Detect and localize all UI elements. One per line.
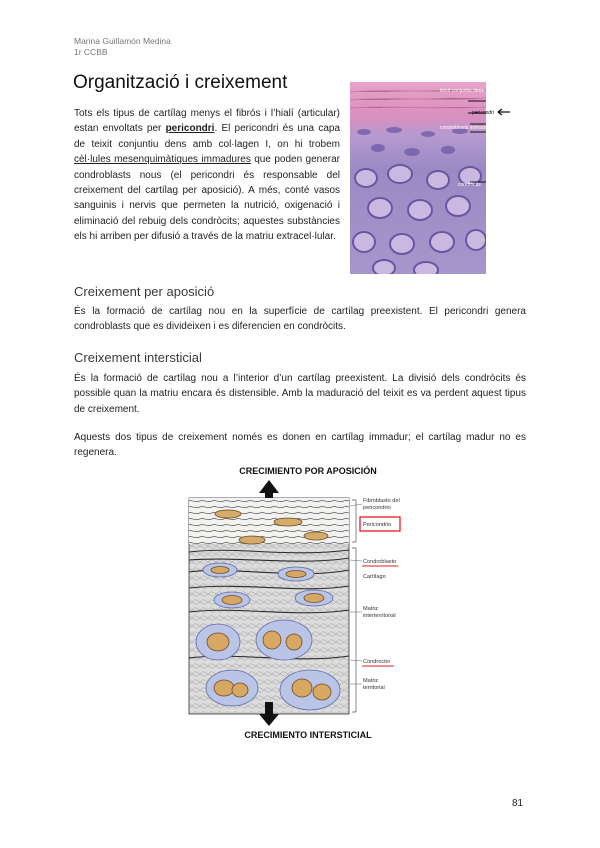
label-matriz-territorial-line-1: Matriz: [363, 678, 379, 684]
histo-label-top: teixit conjuntiu dens: [440, 88, 484, 94]
histo-label-bottom: condròcits: [458, 182, 481, 188]
page-number: 81: [512, 798, 524, 809]
label-pericondrio: Pericondrio: [363, 522, 392, 528]
histology-micrograph: [350, 82, 514, 274]
intro-text-2: . El pericondri és una capa de teixit conjuntiu dens amb col·lagen I, on hi trobem: [74, 123, 341, 150]
diagram-title-top: CRECIMIENTO POR APOSICIÓN: [239, 466, 377, 476]
section-title-aposicio: Creixement per aposició: [74, 284, 215, 299]
label-cartilago: Cartílago: [363, 574, 386, 580]
growth-diagram: [188, 462, 428, 742]
label-fibroblasto-line-1: Fibroblasto del: [363, 498, 400, 504]
label-matriz-interterritorial-line-1: Matriz: [363, 606, 379, 612]
section-text-intersticial: És la formació de cartílag nou a l’interior d’un cartílag preexistent. La divisió dels condròcits és possible quan la matriu encara és distensible. Amb la maduració del teixit es va perdent aquest tipus de creixement.: [74, 373, 526, 415]
histo-label-pericondri: pericondri: [472, 110, 494, 116]
pericondri-term: pericondri: [165, 123, 215, 135]
section-title-intersticial: Creixement intersticial: [74, 350, 202, 365]
page-title: Organització i creixement: [73, 72, 288, 93]
label-condrocito: Condrocito: [363, 659, 391, 665]
diagram-title-bottom: CRECIMIENTO INTERSTICIAL: [244, 730, 372, 740]
author-name: Marina Guillamón Medina: [74, 36, 171, 46]
label-matriz-territorial-line-2: territorial: [363, 685, 385, 691]
label-matriz-territorial: [363, 678, 385, 691]
label-fibroblasto-line-2: pericondrio: [363, 505, 391, 511]
section-text-aposicio: És la formació de cartílag nou en la superfície de cartílag preexistent. El pericondri genera condroblasts que es divideixen i es diferencien en condròcits.: [74, 306, 526, 333]
label-fibroblasto: [363, 498, 401, 511]
label-matriz-interterritorial: [363, 606, 396, 619]
histo-label-condroblasts: condroblasts immadurs: [440, 125, 492, 131]
label-condroblasto: Condroblasto: [363, 559, 397, 565]
intro-text-3: que poden generar condroblasts nous (el pericondri és responsable del creixement del cartílag per aposició). A més, conté vasos sanguinis i nervis que permeten la nutrició, oxigenació i eliminació del rebuig dels condròcits; aquestes substàncies els hi arriben per difusió a través de la matriu extracel·lular.: [74, 154, 340, 243]
intro-text-1: Tots els tipus de cartílag menys el fibrós i l’hialí (articular) estan envoltats per: [74, 108, 340, 135]
label-matriz-interterritorial-line-2: interterritorial: [363, 613, 396, 619]
closing-paragraph: Aquests dos tipus de creixement només es donen en cartílag immadur; el cartílag madur no es regenera.: [74, 432, 526, 459]
course-label: 1r CCBB: [74, 47, 108, 57]
intro-paragraph: [74, 106, 340, 245]
cells-term: cèl·lules mesenquimàtiques immadures: [74, 154, 251, 166]
